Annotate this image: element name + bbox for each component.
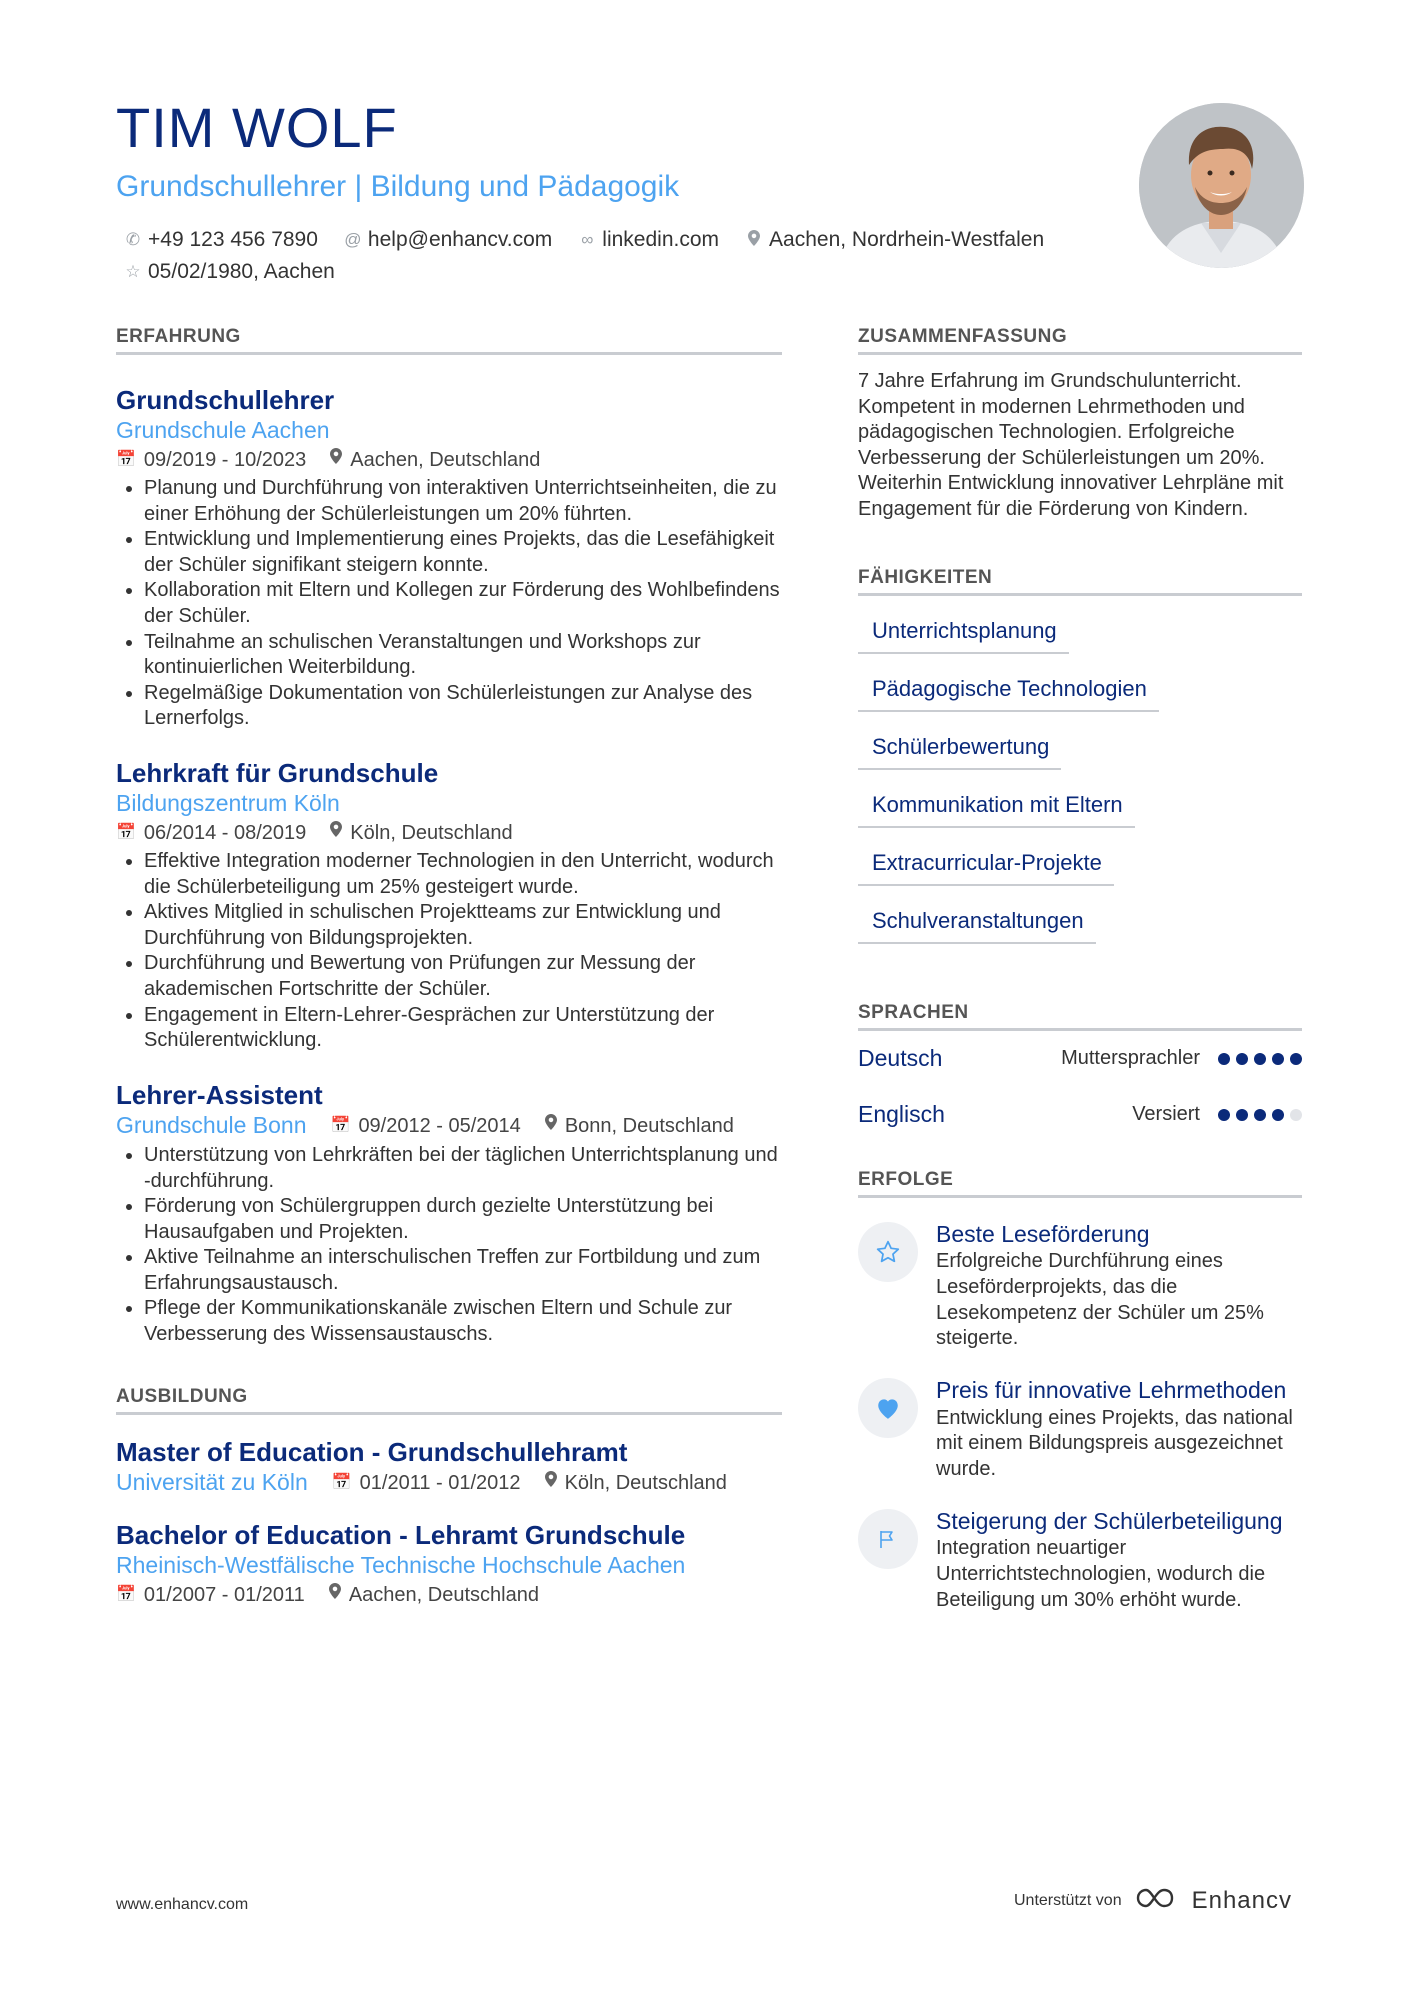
contact-email[interactable]: @ help@enhancv.com [344, 228, 553, 251]
right-column [858, 326, 1302, 1637]
footer-website[interactable]: www.enhancv.com [116, 1896, 249, 1913]
section-title-education: AUSBILDUNG [116, 1386, 782, 1415]
rating-dot [1290, 1053, 1302, 1065]
job-title: Lehrer-Assistent [116, 1079, 323, 1110]
language-level: Versiert [1132, 1103, 1200, 1126]
star-icon [858, 1222, 918, 1282]
at-icon: @ [344, 230, 362, 249]
candidate-subtitle: Grundschullehrer | Bildung und Pädagogik [116, 170, 680, 203]
contact-linkedin[interactable]: ∞ linkedin.com [578, 228, 719, 252]
bullet-item: • Aktive Teilnahme an interschulischen Treffen zur Fortbildung und zum Erfahrungsaustausch. [144, 1245, 782, 1296]
degree-title: Bachelor of Education - Lehramt Grundschule [116, 1519, 686, 1550]
achievement-text: Integration neuartiger Unterrichtstechnologien, wodurch die Beteiligung um 30% erhöht wurde. [936, 1537, 1266, 1611]
job-title: Lehrkraft für Grundschule [116, 758, 439, 789]
language-rating [1218, 1109, 1302, 1121]
contact-info [124, 224, 1104, 288]
rating-dot [1218, 1109, 1230, 1121]
rating-dot [1254, 1053, 1266, 1065]
job-location: Köln, Deutschland [330, 819, 512, 847]
education-location: Köln, Deutschland [545, 1469, 727, 1497]
location-pin-icon [745, 230, 763, 251]
section-title-achievements: ERFOLGE [858, 1169, 1302, 1198]
brand-name: Enhancv [1191, 1886, 1292, 1914]
rating-dot [1236, 1053, 1248, 1065]
school-name: Rheinisch-Westfälische Technische Hochschule Aachen [116, 1551, 686, 1578]
company-name: Grundschule Aachen [116, 417, 330, 444]
job-location: Bonn, Deutschland [545, 1112, 734, 1140]
skills-list [858, 610, 1302, 958]
bullet-item: • Effektive Integration moderner Technologien in den Unterricht, wodurch die Schülerbeteiligung um 25% gesteigert wurde. [144, 849, 782, 900]
education-dates: 📅 01/2007 - 01/2011 [116, 1583, 305, 1606]
degree-title: Master of Education - Grundschullehramt [116, 1436, 628, 1467]
bullet-item: • Förderung von Schülergruppen durch gezielte Unterstützung bei Hausaufgaben und Projekten. [144, 1194, 782, 1245]
bullet-item: • Engagement in Eltern-Lehrer-Gesprächen zur Unterstützung der Schülerentwicklung. [144, 1003, 782, 1054]
rating-dot [1254, 1109, 1266, 1121]
achievement-title: Beste Leseförderung [936, 1220, 1150, 1247]
location-pin-icon [329, 1583, 341, 1606]
job-title: Grundschullehrer [116, 385, 335, 415]
summary-text: 7 Jahre Erfahrung im Grundschulunterricht. Kompetent in modernen Lehrmethoden und pädagogischen Technologien. Erfolgreiche Verbesserung der Schülerleistungen um 20%. Weiterhin Entwicklung innovativer Lehrpläne mit Engagement für die Förderung von Kindern. [858, 370, 1284, 520]
job-dates: 📅 09/2012 - 05/2014 [330, 1114, 521, 1137]
location-pin-icon [330, 821, 342, 844]
bullet-item: • Entwicklung und Implementierung eines Projekts, das die Lesefähigkeit der Schüler signifikant steigern konnte. [144, 527, 782, 578]
company-name: Bildungszentrum Köln [116, 790, 340, 817]
achievement-text: Entwicklung eines Projekts, das national mit einem Bildungspreis ausgezeichnet wurde. [936, 1406, 1293, 1480]
section-title-languages: SPRACHEN [858, 1002, 1302, 1031]
star-icon: ☆ [125, 262, 141, 281]
job-location: Aachen, Deutschland [330, 446, 540, 474]
flag-icon [858, 1509, 918, 1569]
achievement-item [858, 1507, 1302, 1614]
location-pin-icon [330, 448, 342, 471]
skill-tag: Schülerbewertung [858, 726, 1061, 770]
school-name: Universität zu Köln [116, 1468, 308, 1495]
avatar [1139, 103, 1304, 268]
section-title-experience: ERFAHRUNG [116, 326, 782, 355]
location-pin-icon [545, 1471, 557, 1494]
contact-birth: ☆ 05/02/1980, Aachen [125, 260, 335, 283]
job-entry [116, 758, 782, 1054]
skill-tag: Unterrichtsplanung [858, 610, 1069, 654]
powered-by-label: Unterstützt von [1013, 1891, 1122, 1909]
achievement-text: Erfolgreiche Durchführung eines Leseförderprojekts, das die Lesekompetenz der Schüler um 25% steigerte. [936, 1250, 1264, 1350]
rating-dot [1218, 1053, 1230, 1065]
contact-location: Aachen, Nordrhein-Westfalen [745, 228, 1044, 252]
section-title-skills: FÄHIGKEITEN [858, 567, 1302, 596]
rating-dot [1236, 1109, 1248, 1121]
left-column [116, 326, 782, 1631]
education-location: Aachen, Deutschland [329, 1581, 539, 1609]
language-row [858, 1031, 1302, 1087]
skill-tag: Kommunikation mit Eltern [858, 784, 1135, 828]
contact-phone: ✆ +49 123 456 7890 [125, 228, 318, 251]
skill-tag: Extracurricular-Projekte [858, 842, 1114, 886]
location-pin-icon [545, 1114, 557, 1137]
job-dates: 📅 09/2019 - 10/2023 [116, 449, 307, 472]
heart-icon [858, 1378, 918, 1438]
education-entry [116, 1520, 782, 1609]
job-bullets [116, 1143, 782, 1348]
skill-tag: Pädagogische Technologien [858, 668, 1159, 712]
phone-icon: ✆ [125, 230, 141, 249]
job-bullets [116, 849, 782, 1054]
bullet-item: • Durchführung und Bewertung von Prüfungen zur Messung der akademischen Fortschritte der Schüler. [144, 951, 782, 1002]
bullet-item: • Kollaboration mit Eltern und Kollegen zur Förderung des Wohlbefindens der Schüler. [144, 578, 782, 629]
section-title-summary: ZUSAMMENFASSUNG [858, 326, 1302, 355]
bullet-item: • Aktives Mitglied in schulischen Projektteams zur Entwicklung und Durchführung von Bildungsprojekten. [144, 900, 782, 951]
link-icon: ∞ [581, 230, 594, 249]
company-name: Grundschule Bonn [116, 1112, 307, 1139]
job-bullets [116, 476, 782, 732]
achievement-item [858, 1376, 1302, 1483]
language-name: Deutsch [858, 1045, 943, 1072]
bullet-item: • Unterstützung von Lehrkräften bei der täglichen Unterrichtsplanung und -durchführung. [144, 1143, 782, 1194]
calendar-icon: 📅 [116, 823, 136, 841]
job-dates: 📅 06/2014 - 08/2019 [116, 822, 307, 845]
skill-tag: Schulveranstaltungen [858, 900, 1096, 944]
rating-dot [1290, 1109, 1302, 1121]
candidate-name: TIM WOLF [116, 96, 398, 159]
rating-dot [1272, 1109, 1284, 1121]
bullet-item: • Planung und Durchführung von interaktiven Unterrichtseinheiten, die zu einer Erhöhung der Schülerleistungen um 20% führten. [144, 476, 782, 527]
calendar-icon: 📅 [116, 450, 136, 468]
achievement-title: Preis für innovative Lehrmethoden [936, 1376, 1287, 1403]
language-level: Muttersprachler [1061, 1047, 1200, 1070]
enhancv-logo-icon [1134, 1886, 1180, 1915]
education-entry [116, 1437, 782, 1498]
bullet-item: • Teilnahme an schulischen Veranstaltungen und Workshops zur kontinuierlichen Weiterbildung. [144, 630, 782, 681]
footer-branding [1014, 1886, 1292, 1915]
language-rating [1218, 1053, 1302, 1065]
achievement-item [858, 1220, 1302, 1352]
calendar-icon: 📅 [116, 1585, 136, 1603]
bullet-item: • Pflege der Kommunikationskanäle zwischen Eltern und Schule zur Verbesserung des Wissensaustauschs. [144, 1296, 782, 1347]
education-dates: 📅 01/2011 - 01/2012 [331, 1471, 521, 1494]
bullet-item: • Regelmäßige Dokumentation von Schülerleistungen zur Analyse des Lernerfolgs. [144, 681, 782, 732]
language-row [858, 1087, 1302, 1143]
job-entry [116, 1080, 782, 1348]
job-entry [116, 385, 782, 732]
calendar-icon: 📅 [331, 1473, 352, 1491]
rating-dot [1272, 1053, 1284, 1065]
language-name: Englisch [858, 1101, 945, 1128]
calendar-icon: 📅 [330, 1116, 351, 1134]
achievement-title: Steigerung der Schülerbeteiligung [936, 1507, 1283, 1534]
